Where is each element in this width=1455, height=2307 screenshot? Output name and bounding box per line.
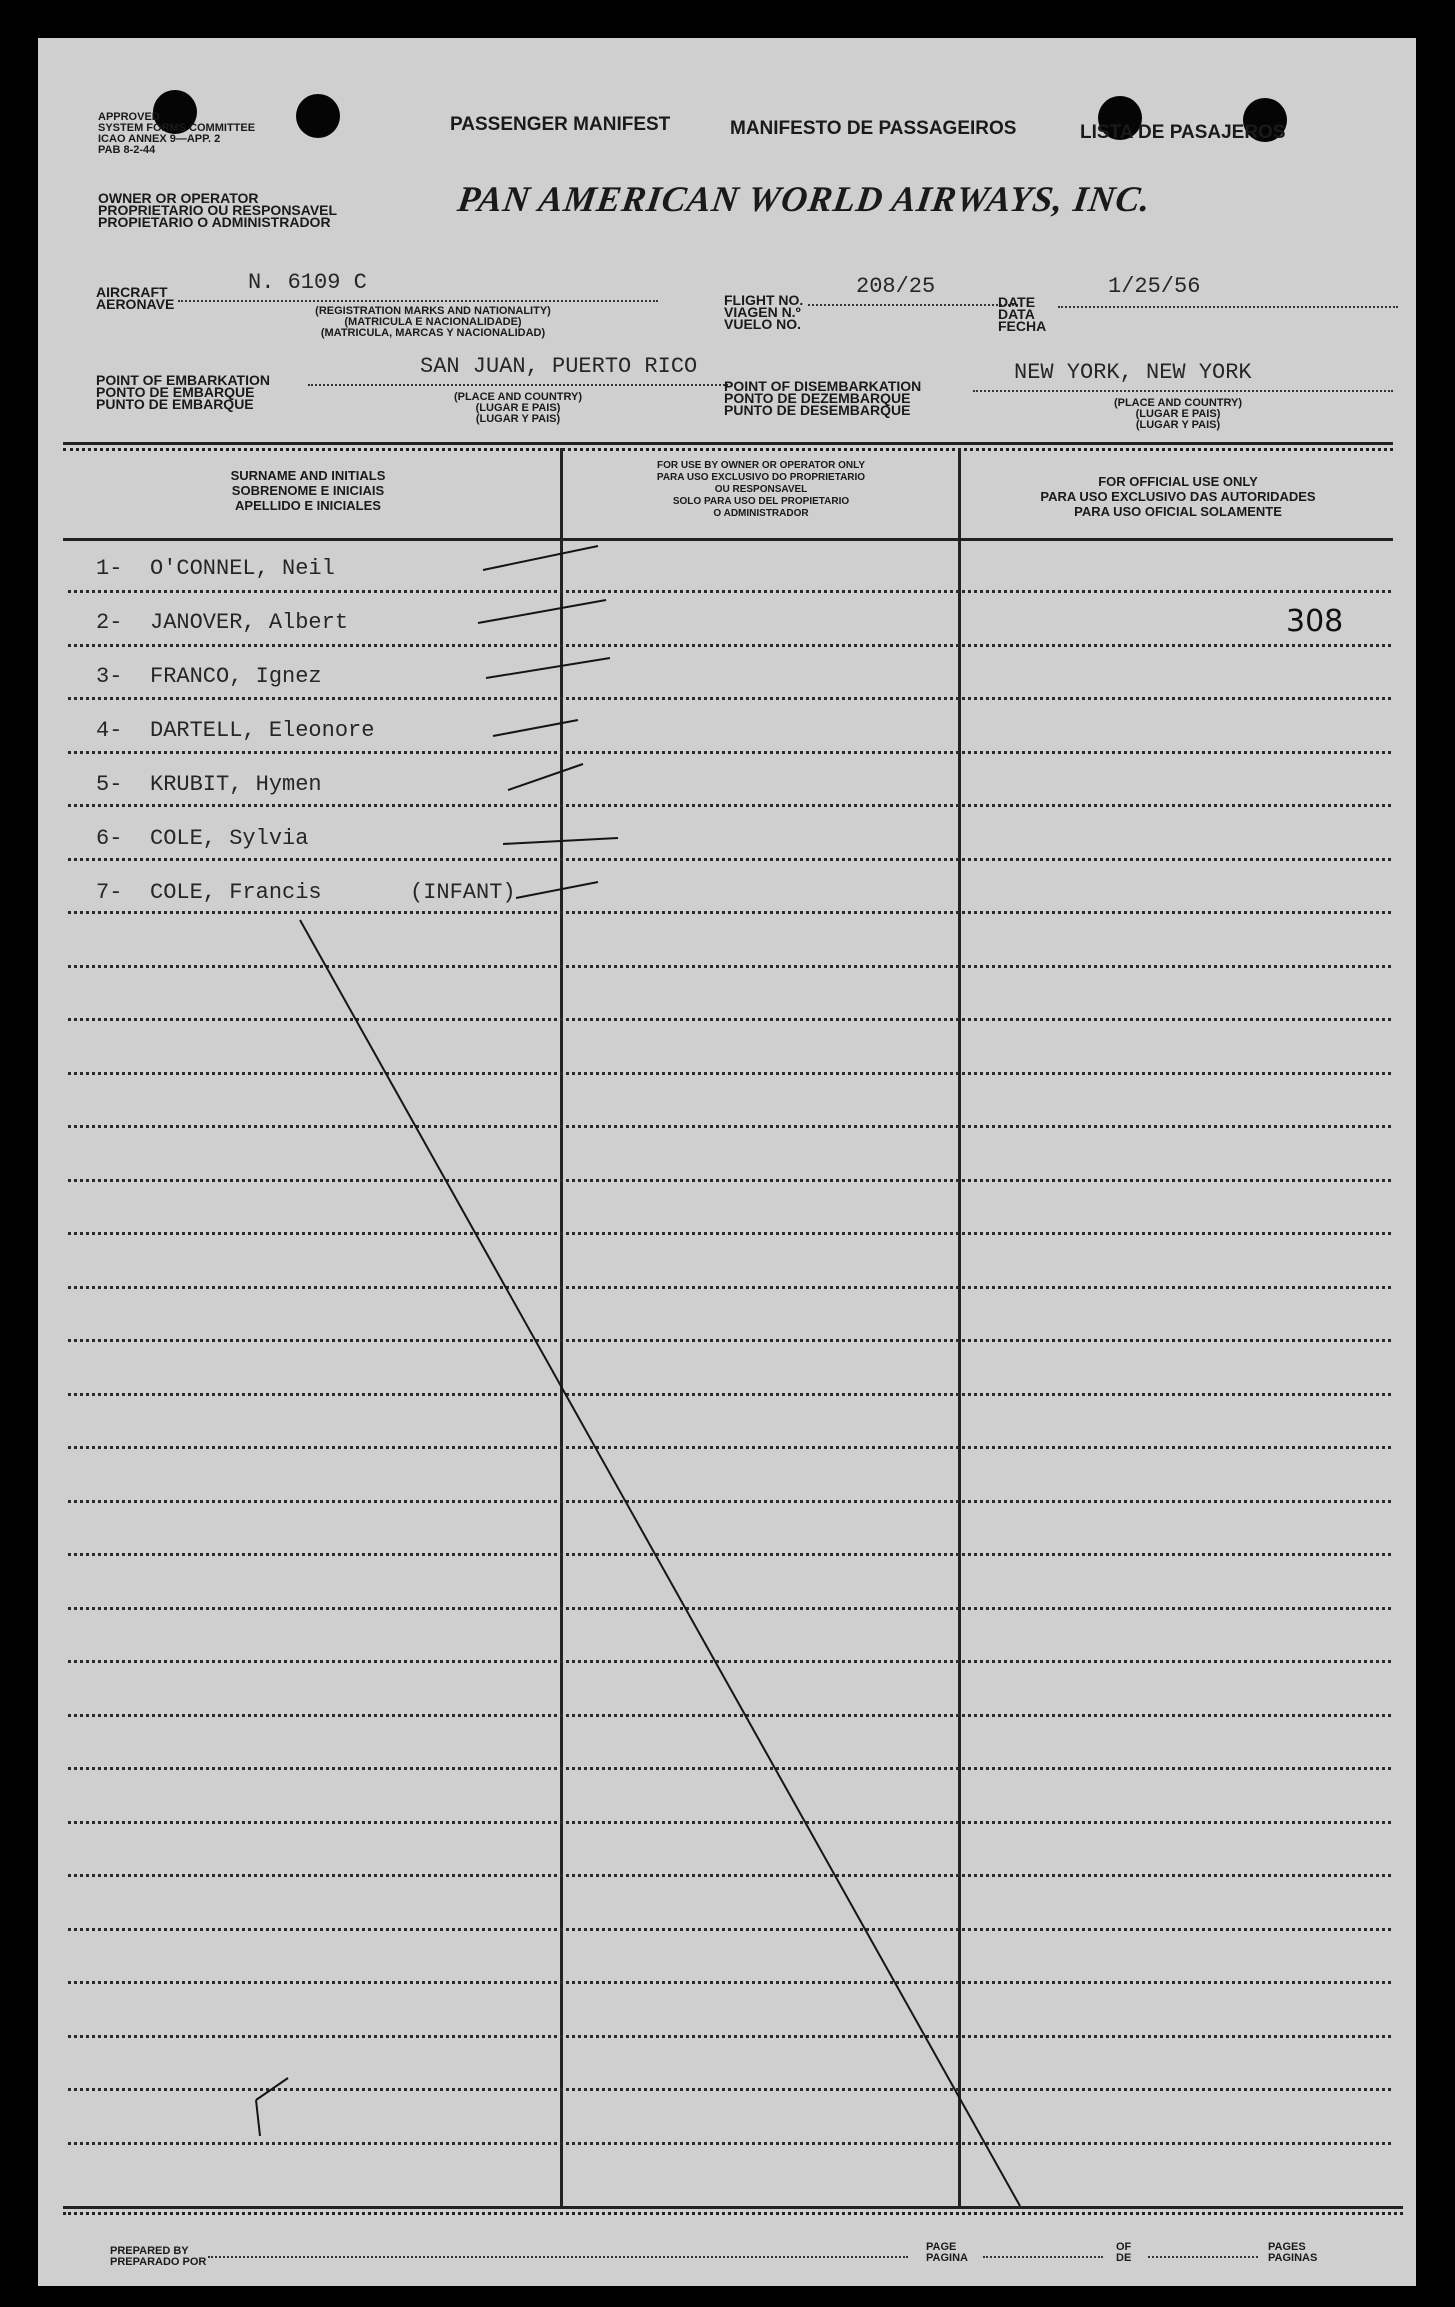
check-mark: [483, 546, 598, 570]
tick-mark: [256, 2078, 288, 2136]
footer-field-line: [208, 2256, 908, 2258]
title-en: PASSENGER MANIFEST: [450, 114, 671, 135]
embarkation-value: SAN JUAN, PUERTO RICO: [420, 354, 698, 379]
footer-top-border: [63, 2206, 1403, 2209]
title-es: LISTA DE PASAJEROS: [1080, 122, 1286, 143]
aircraft-label: AIRCRAFT AERONAVE: [96, 284, 175, 312]
check-mark: [478, 600, 606, 623]
passenger-name: FRANCO, Ignez: [150, 664, 322, 689]
passenger-name: KRUBIT, Hymen: [150, 772, 322, 797]
flight-label: FLIGHT NO. VIAGEN N.º VUELO NO.: [724, 292, 804, 332]
passenger-name: COLE, Francis: [150, 880, 322, 905]
passenger-number: 4-: [96, 718, 123, 743]
footer-top-border: [63, 2212, 1403, 2215]
date-value: 1/25/56: [1108, 274, 1201, 299]
aircraft-value: N. 6109 C: [248, 270, 367, 295]
approval-block: APPROVED SYSTEM FORMS COMMITTEE ICAO ANNEX 9—APP. 2 PAB 8-2-44: [98, 111, 256, 156]
manifest-sheet: [38, 38, 1416, 2286]
passenger-name: DARTELL, Eleonore: [150, 718, 375, 743]
footer-field-line: [983, 2256, 1103, 2258]
column-header-owner-use: FOR USE BY OWNER OR OPERATOR ONLY PARA USO EXCLUSIVO DO PROPRIETARIO OU RESPONSAVEL SOLO PARA USO DEL PROPIETARIO O ADMINISTRADOR: [656, 460, 866, 519]
check-mark: [486, 658, 610, 678]
embarkation-caption: (PLACE AND COUNTRY) (LUGAR E PAIS) (LUGAR Y PAIS): [453, 391, 583, 425]
check-mark: [493, 720, 578, 736]
column-header-names: SURNAME AND INITIALS SOBRENOME E INICIAIS APELLIDO E INICIALES: [230, 468, 386, 513]
passenger-number: 5-: [96, 772, 123, 797]
disembarkation-label: POINT OF DISEMBARKATION PONTO DE DEZEMBARQUE PUNTO DE DESEMBARQUE: [724, 378, 922, 418]
disembarkation-value: NEW YORK, NEW YORK: [1014, 360, 1252, 385]
of-label: OF DE: [1116, 2241, 1132, 2264]
cancel-diagonal-line: [300, 920, 1020, 2206]
flight-value: 208/25: [856, 274, 936, 299]
operator-logo: PAN AMERICAN WORLD AIRWAYS, INC.: [455, 179, 1154, 219]
passenger-name: JANOVER, Albert: [150, 610, 349, 635]
official-number: 308: [1286, 604, 1344, 639]
disembarkation-caption: (PLACE AND COUNTRY) (LUGAR E PAIS) (LUGAR Y PAIS): [1113, 397, 1243, 431]
passenger-name: O'CONNEL, Neil: [150, 556, 335, 581]
page-label: PAGE PAGINA: [926, 2241, 968, 2264]
passenger-number: 1-: [96, 556, 123, 581]
check-mark: [503, 838, 618, 844]
pen-marks: [38, 38, 1416, 2286]
date-label: DATE DATA FECHA: [998, 294, 1047, 334]
embarkation-label: POINT OF EMBARKATION PONTO DE EMBARQUE PUNTO DE EMBARQUE: [96, 372, 270, 412]
aircraft-caption: (REGISTRATION MARKS AND NATIONALITY) (MATRICULA E NACIONALIDADE) (MATRICULA, MARCAS Y NACIONALIDAD): [315, 305, 551, 339]
passenger-note: (INFANT): [410, 880, 516, 905]
footer-field-line: [1148, 2256, 1258, 2258]
passenger-name: COLE, Sylvia: [150, 826, 309, 851]
check-mark: [508, 764, 583, 790]
passenger-number: 6-: [96, 826, 123, 851]
passenger-number: 3-: [96, 664, 123, 689]
passenger-number: 2-: [96, 610, 123, 635]
pages-label: PAGES PAGINAS: [1268, 2241, 1318, 2264]
check-mark: [516, 882, 598, 898]
column-header-official-use: FOR OFFICIAL USE ONLY PARA USO EXCLUSIVO DAS AUTORIDADES PARA USO OFICIAL SOLAMENTE: [1040, 474, 1316, 519]
owner-label: OWNER OR OPERATOR PROPRIETARIO OU RESPONSAVEL PROPIETARIO O ADMINISTRADOR: [98, 190, 338, 230]
prepared-by-label: PREPARED BY PREPARADO POR: [110, 2245, 207, 2268]
passenger-number: 7-: [96, 880, 123, 905]
title-pt: MANIFESTO DE PASSAGEIROS: [730, 118, 1017, 139]
